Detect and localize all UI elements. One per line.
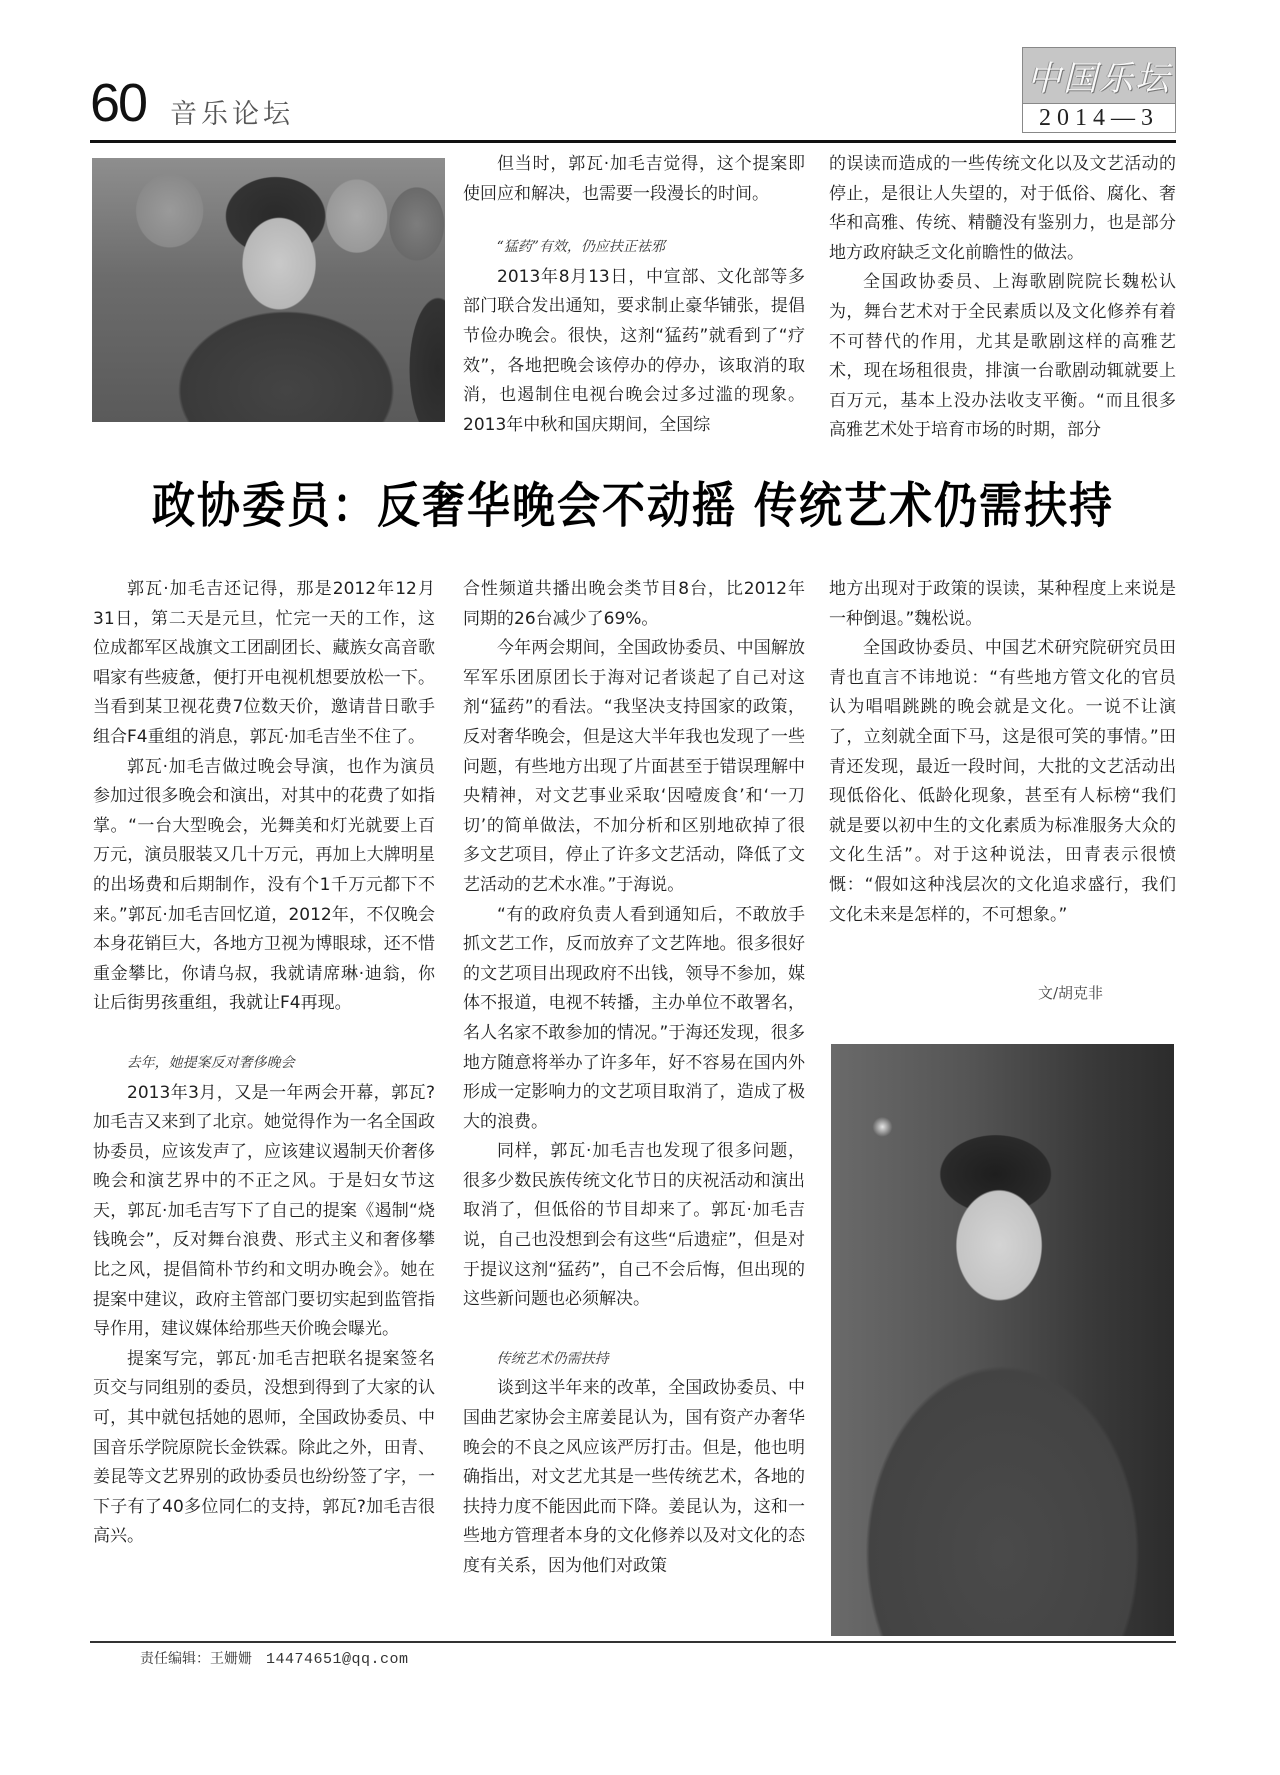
footer-editor: [140, 1648, 409, 1668]
paragraph: 2013年8月13日，中宣部、文化部等多部门联合发出通知，要求制止豪华铺张，提倡节俭办晚会。很快，这剂“猛药”就看到了“疗效”，各地把晚会该停办的停办，该取消的取消，也遏制住电视台晚会过多过滥的现象。2013年中秋和国庆期间，全国综: [463, 266, 805, 435]
subheading: 传统艺术仍需扶持: [496, 1350, 609, 1367]
paragraph: “有的政府负责人看到通知后，不敢放手抓文艺工作，反而放弃了文艺阵地。很多很好的文艺项目出现政府不出钱，领导不参加，媒体不报道，电视不转播，主办单位不敢署名，名人名家不敢参加的情况。”于海还发现，很多地方随意将举办了许多年，好不容易在国内外形成一定影响力的文艺项目取消了，造成了极大的浪费。: [463, 904, 805, 1132]
continuation-column-2: [463, 150, 805, 440]
section-name: 音乐论坛: [170, 99, 294, 130]
page-number: 60: [90, 73, 147, 133]
paragraph: 全国政协委员、上海歌剧院院长魏松认为，舞台艺术对于全民素质以及文化修养有着不可替代的作用，尤其是歌剧这样的高雅艺术，现在场租很贵，排演一台歌剧动辄就要上百万元，基本上没办法收支平衡。“而且很多高雅艺术处于培育市场的时期，部分: [829, 272, 1176, 441]
paragraph: 谈到这半年来的改革，全国政协委员、中国曲艺家协会主席姜昆认为，国有资产办奢华晚会的不良之风应该严厉打击。但是，他也明确指出，对文艺尤其是一些传统艺术，各地的扶持力度不能因此而下降。姜昆认为，这和一些地方管理者本身的文化修养以及对文化的态度有关系，因为他们对政策: [463, 1378, 805, 1576]
paragraph: 地方出现对于政策的误读，某种程度上来说是一种倒退。”魏松说。: [829, 579, 1176, 629]
paragraph: 但当时，郭瓦·加毛吉觉得，这个提案即使回应和解决，也需要一段漫长的时间。: [463, 154, 805, 204]
photo-portrait: [831, 1044, 1174, 1636]
editor-email: 14474651@qq.com: [266, 1651, 409, 1668]
byline: 文/胡克非: [1038, 984, 1104, 1002]
editor-label: 责任编辑：王姗姗: [140, 1651, 252, 1667]
paragraph: 全国政协委员、中国艺术研究院研究员田青也直言不讳地说：“有些地方管文化的官员认为唱唱跳跳的晚会就是文化。一说不让演了，立刻就全面下马，这是很可笑的事情。”田青还发现，最近一段时间，大批的文艺活动出现低俗化、低龄化现象，甚至有人标榜“我们就是要以初中生的文化素质为标准服务大众的文化生活”。对于这种说法，田青表示很愤慨：“假如这种浅层次的文化追求盛行，我们文化未来是怎样的，不可想象。”: [829, 638, 1176, 925]
continuation-column-3: [829, 150, 1176, 446]
paragraph: 2013年3月，又是一年两会开幕，郭瓦?加毛吉又来到了北京。她觉得作为一名全国政协委员，应该发声了，应该建议遏制天价奢侈晚会和演艺界中的不正之风。于是妇女节这天，郭瓦·加毛吉写下了自己的提案《遏制“烧钱晚会”，反对舞台浪费、形式主义和奢侈攀比之风，提倡简朴节约和文明办晚会》。她在提案中建议，政府主管部门要切实起到监管指导作用，建议媒体给那些天价晚会曝光。: [93, 1082, 435, 1340]
header-rule: [90, 140, 1176, 143]
article-column-2: [463, 575, 805, 1582]
paragraph: 今年两会期间，全国政协委员、中国解放军军乐团原团长于海对记者谈起了自己对这剂“猛药”的看法。“我坚决支持国家的政策，反对奢华晚会，但是这大半年我也发现了一些问题，有些地方出现了片面甚至于错误理解中央精神，对文艺事业采取‘因噎废食’和‘一刀切’的简单做法，不加分析和区别地砍掉了很多文艺项目，停止了许多文艺活动，降低了文艺活动的艺术水准。”于海说。: [463, 638, 805, 895]
subheading: “猛药”有效，仍应扶正祛邪: [496, 239, 665, 256]
masthead-title: 中国乐坛: [1023, 48, 1175, 104]
paragraph: 郭瓦·加毛吉做过晚会导演，也作为演员参加过很多晚会和演出，对其中的花费了如指掌。“一台大型晚会，光舞美和灯光就要上百万元，演员服装又几十万元，再加上大牌明星的出场费和后期制作，没有个1千万元都下不来。”郭瓦·加毛吉回忆道，2012年，不仅晚会本身花销巨大，各地方卫视为博眼球，还不惜重金攀比，你请乌叔，我就请席琳·迪翁，你让后街男孩重组，我就让F4再现。: [93, 756, 435, 1014]
masthead-logo: [1022, 47, 1176, 133]
paragraph: 同样，郭瓦·加毛吉也发现了很多问题，很多少数民族传统文化节日的庆祝活动和演出取消了，但低俗的节目却来了。郭瓦·加毛吉说，自己也没想到会有这些“后遗症”，但是对于提议这剂“猛药”，自己不会后悔，但出现的这些新问题也必须解决。: [463, 1141, 805, 1310]
subheading: 去年，她提案反对奢侈晚会: [126, 1054, 295, 1071]
footer-rule: [90, 1641, 1176, 1643]
paragraph: 郭瓦·加毛吉还记得，那是2012年12月31日，第二天是元旦，忙完一天的工作，这位成都军区战旗文工团副团长、藏族女高音歌唱家有些疲惫，便打开电视机想要放松一下。当看到某卫视花费7位数天价，邀请昔日歌手组合F4重组的消息，郭瓦·加毛吉坐不住了。: [93, 579, 435, 747]
issue-number: 2014—3: [1039, 105, 1159, 131]
article-column-3: [829, 575, 1176, 930]
photo-meeting: [92, 158, 445, 422]
paragraph: 的误读而造成的一些传统文化以及文艺活动的停止，是很让人失望的，对于低俗、腐化、奢华和高雅、传统、精髓没有鉴别力，也是部分地方政府缺乏文化前瞻性的做法。: [829, 154, 1176, 263]
paragraph: 合性频道共播出晚会类节目8台，比2012年同期的26台减少了69%。: [463, 579, 805, 629]
article-headline: 政协委员：反奢华晚会不动摇 传统艺术仍需扶持: [152, 478, 1114, 535]
paragraph: 提案写完，郭瓦·加毛吉把联名提案签名页交与同组别的委员，没想到得到了大家的认可，其中就包括她的恩师，全国政协委员、中国音乐学院原院长金铁霖。除此之外，田青、姜昆等文艺界别的政协委员也纷纷签了字，一下子有了40多位同仁的支持，郭瓦?加毛吉很高兴。: [93, 1348, 435, 1547]
article-column-1: [93, 575, 435, 1552]
